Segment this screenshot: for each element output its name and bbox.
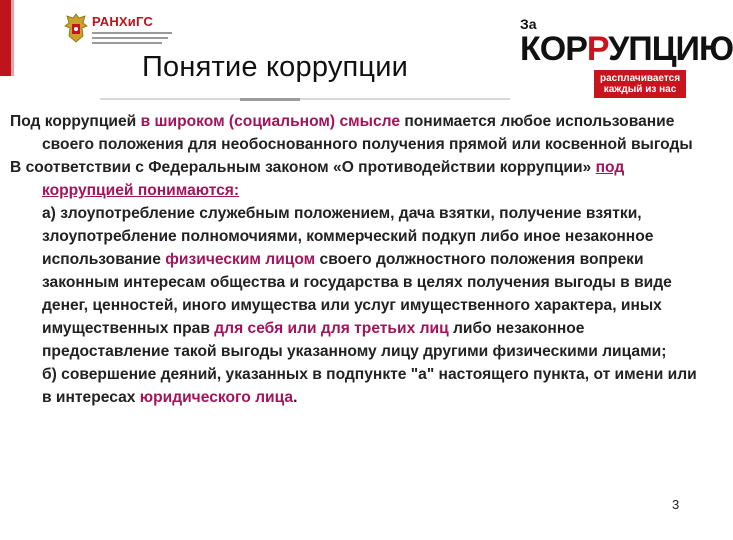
logo-caption-lines: [92, 32, 172, 47]
definition-item-a: а) злоупотребление служебным положением, дача взятки, получение взятки, злоупотребление полномочиями, коммерческий подкуп либо иное незаконное использование физическим лицом своего должностного положения вопреки законным интересам общества и государства в целях получения выгоды в виде денег, ценностей, иного имущества или услуг имущественного характера, иных имущественных прав для себя или для третьих лиц либо незаконное предоставление такой выгоды указанному лицу другими физическими лицами;: [42, 205, 672, 360]
accent-bar: [0, 0, 11, 76]
accent-bar-light: [11, 0, 14, 76]
slide-body: [10, 110, 700, 409]
page-number: 3: [672, 497, 680, 512]
badge-main-text: КОРРУПЦИЮ: [520, 30, 733, 68]
ranepa-logo: [64, 12, 174, 52]
badge-slogan-line2: каждый из нас: [603, 84, 677, 95]
slide-title: Понятие коррупции: [142, 51, 409, 83]
badge-top-text: За: [520, 16, 537, 32]
definition-paragraph-broad: Под коррупцией в широком (социальном) смысле понимается любое использование своего положения для необоснованного получения прямой или косвенной выгоды: [10, 113, 693, 153]
definition-paragraph-law: В соответствии с Федеральным законом «О противодействии коррупции» под коррупцией понимаются:: [10, 159, 625, 199]
badge-slogan-line1: расплачивается: [599, 73, 681, 84]
logo-brand-text: РАНХиГС: [92, 14, 153, 29]
eagle-emblem-icon: [64, 12, 88, 46]
anti-corruption-badge: [520, 16, 733, 106]
title-underline: [100, 98, 510, 100]
badge-slogan-box: [594, 70, 686, 98]
title-underline-accent: [240, 98, 300, 101]
definition-item-b: б) совершение деяний, указанных в подпункте "а" настоящего пункта, от имени или в интересах юридического лица.: [42, 366, 697, 406]
